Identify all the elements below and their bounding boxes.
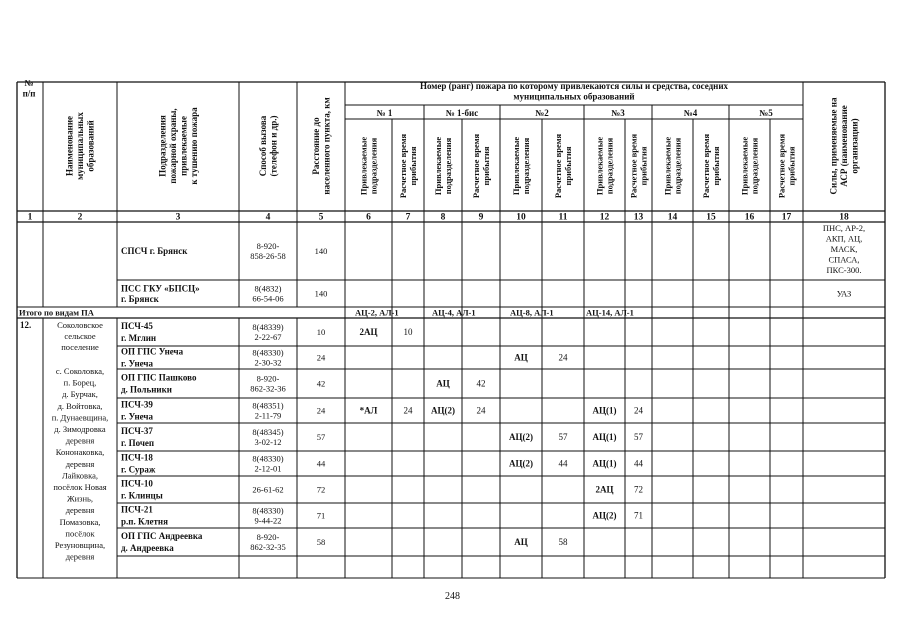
arrival-time: 24 (634, 405, 643, 416)
header-attached-units: Привлекаемыеподразделения (358, 136, 379, 196)
column-number: 17 (781, 212, 792, 223)
column-number: 3 (175, 212, 181, 223)
header-arrival-time: Расчетное времяприбытия (628, 133, 649, 199)
call-method: 8(48330) 2-30-32 (252, 347, 284, 368)
attached-units: АЦ(1) (592, 432, 617, 442)
arrival-time: 24 (558, 352, 568, 363)
arrival-time: 24 (403, 405, 413, 416)
arrival-time: 58 (558, 537, 568, 547)
column-number: 9 (478, 212, 484, 223)
column-number: 5 (318, 212, 324, 223)
column-number: 11 (558, 212, 568, 223)
call-method: 8(48345) 3-02-12 (252, 427, 284, 447)
distance: 24 (316, 352, 326, 363)
call-method: 8(4832) 66-54-06 (252, 283, 284, 304)
call-method: 8-920-862-32-35 (250, 532, 286, 552)
header-rank: № 1-бис (445, 108, 479, 118)
header-call-method: Способ вызова(телефон и др.) (257, 115, 279, 177)
header-arrival-time: Расчетное времяприбытия (470, 133, 491, 199)
totals-label: Итого по видам ПА (19, 307, 94, 318)
distance: 140 (314, 288, 328, 299)
arrival-time: 44 (634, 458, 643, 469)
header-attached-units: Привлекаемыеподразделения (432, 136, 453, 196)
column-number: 12 (599, 212, 610, 223)
header-forces: Силы, применяемые наАСР (наименованиеорганизации) (828, 97, 860, 195)
row-number: 12. (20, 320, 32, 330)
header-arrival-time: Расчетное времяприбытия (397, 133, 418, 199)
header-rank: № 1 (376, 108, 393, 118)
page-number: 248 (445, 591, 460, 602)
distance: 24 (316, 405, 326, 416)
attached-units: АЦ(2) (431, 405, 455, 416)
attached-units: АЦ (514, 352, 528, 363)
column-number: 1 (27, 212, 33, 223)
attached-units: АЦ (436, 378, 450, 389)
call-method: 26-61-62 (252, 484, 284, 495)
unit-name: ПСЧ-39 г. Унеча (121, 399, 153, 422)
attached-units: АЦ(1) (592, 458, 617, 469)
call-method: 8(48330) 2-12-01 (252, 453, 284, 474)
unit-name: ПСЧ-37 г. Почеп (121, 426, 155, 448)
totals-rank3: АЦ-14, АЛ-1 (586, 307, 634, 318)
column-number: 7 (405, 212, 411, 223)
call-method: 8-920-858-26-58 (250, 241, 286, 261)
attached-units: АЦ (514, 537, 528, 547)
forces: УАЗ (836, 288, 852, 299)
arrival-time: 44 (558, 458, 568, 469)
header-rank-title: Номер (ранг) пожара по которому привлекаются силы и средства, соседних муниципальных образований (419, 80, 729, 102)
column-number: 2 (77, 212, 83, 223)
column-number: 14 (667, 212, 678, 223)
header-rank: №3 (611, 108, 625, 118)
header-distance: Расстояние донаселенного пункта, км (310, 97, 332, 195)
header-attached-units: Привлекаемыеподразделения (510, 136, 531, 196)
column-number: 16 (744, 212, 755, 223)
arrival-time: 72 (634, 484, 643, 495)
arrival-time: 71 (634, 510, 643, 521)
column-number: 4 (265, 212, 271, 223)
header-arrival-time: Расчетное времяприбытия (700, 133, 721, 199)
distance: 44 (316, 458, 326, 469)
column-number: 13 (633, 212, 644, 223)
arrival-time: 57 (558, 432, 568, 442)
header-attached-units: Привлекаемыеподразделения (662, 136, 683, 196)
unit-name: ПСЧ-45 г. Мглин (121, 321, 157, 343)
totals-rank1bis: АЦ-4, АЛ-1 (432, 307, 476, 318)
column-number: 10 (516, 212, 526, 223)
header-attached-units: Привлекаемыеподразделения (594, 136, 615, 196)
unit-name: ПСЧ-21 р.п. Клетня (121, 504, 168, 527)
unit-name: ОП ГПС Пашково д. Польники (121, 372, 197, 395)
header-rank: №5 (759, 108, 773, 118)
totals-rank1: АЦ-2, АЛ-1 (355, 307, 399, 318)
table-cells (19, 78, 865, 562)
unit-name: ОП ГПС Унеча г. Унеча (121, 346, 184, 369)
municipality-localities: с. Соколовка, п. Борец, д. Бурчак, д. Войтовка, п. Дунаевщина, д. Зимодровка деревня Кононаковка, деревня Лайковка, посёлок Новая Жизнь, деревня Помазовка, посёлок Резуновщина, деревня (51, 366, 109, 562)
call-method: 8(48339) 2-22-67 (252, 322, 284, 342)
column-number: 6 (366, 212, 371, 223)
arrival-time: 10 (403, 327, 413, 337)
attached-units: АЦ(2) (509, 458, 533, 469)
column-number: 8 (440, 212, 446, 223)
column-number: 18 (839, 212, 849, 223)
header-arrival-time: Расчетное времяприбытия (552, 133, 573, 199)
call-method: 8(48351) 2-11-79 (252, 400, 284, 421)
unit-name: СПСЧ г. Брянск (121, 246, 188, 256)
distance: 10 (316, 327, 326, 337)
distance: 140 (314, 246, 328, 256)
distance: 42 (316, 378, 326, 389)
distance: 57 (316, 432, 326, 442)
distance: 71 (316, 510, 326, 521)
header-units: Подразделенияпожарной охраны,привлекаемыек тушению пожара (157, 107, 199, 185)
header-rank: №2 (535, 108, 549, 118)
municipality-name: Соколовское сельское поселение (57, 320, 103, 352)
arrival-time: 24 (476, 405, 486, 416)
unit-name: ПСС ГКУ «БПСЦ» г. Брянск (121, 283, 200, 304)
column-number: 15 (706, 212, 716, 223)
header-arrival-time: Расчетное времяприбытия (776, 133, 797, 199)
unit-name: ПСЧ-10 г. Клинцы (121, 478, 163, 501)
attached-units: АЦ(1) (592, 405, 617, 416)
header-municipality: Наименованиемуниципальныхобразований (64, 112, 96, 180)
distance: 72 (316, 484, 326, 495)
call-method: 8-920-862-32-36 (250, 373, 286, 394)
attached-units: *АЛ (359, 405, 378, 416)
arrival-time: 42 (476, 378, 486, 389)
attached-units: АЦ(2) (509, 432, 533, 442)
distance: 58 (316, 537, 326, 547)
attached-units: 2АЦ (595, 484, 614, 495)
call-method: 8(48330) 9-44-22 (252, 505, 284, 526)
totals-rank2: АЦ-8, АЛ-1 (510, 307, 554, 318)
attached-units: 2АЦ (359, 327, 378, 337)
forces: ПНС, АР-2, АКП, АЦ, МАСК, СПАСА, ПКС-300. (822, 223, 866, 275)
header-no: № п/п (22, 77, 36, 99)
header-attached-units: Привлекаемыеподразделения (739, 136, 760, 196)
unit-name: ПСЧ-18 г. Сураж (121, 452, 156, 475)
header-rank: №4 (683, 108, 698, 118)
unit-name: ОП ГПС Андреевка д. Андреевка (121, 531, 203, 553)
arrival-time: 57 (634, 432, 643, 442)
attached-units: АЦ(2) (592, 510, 617, 521)
